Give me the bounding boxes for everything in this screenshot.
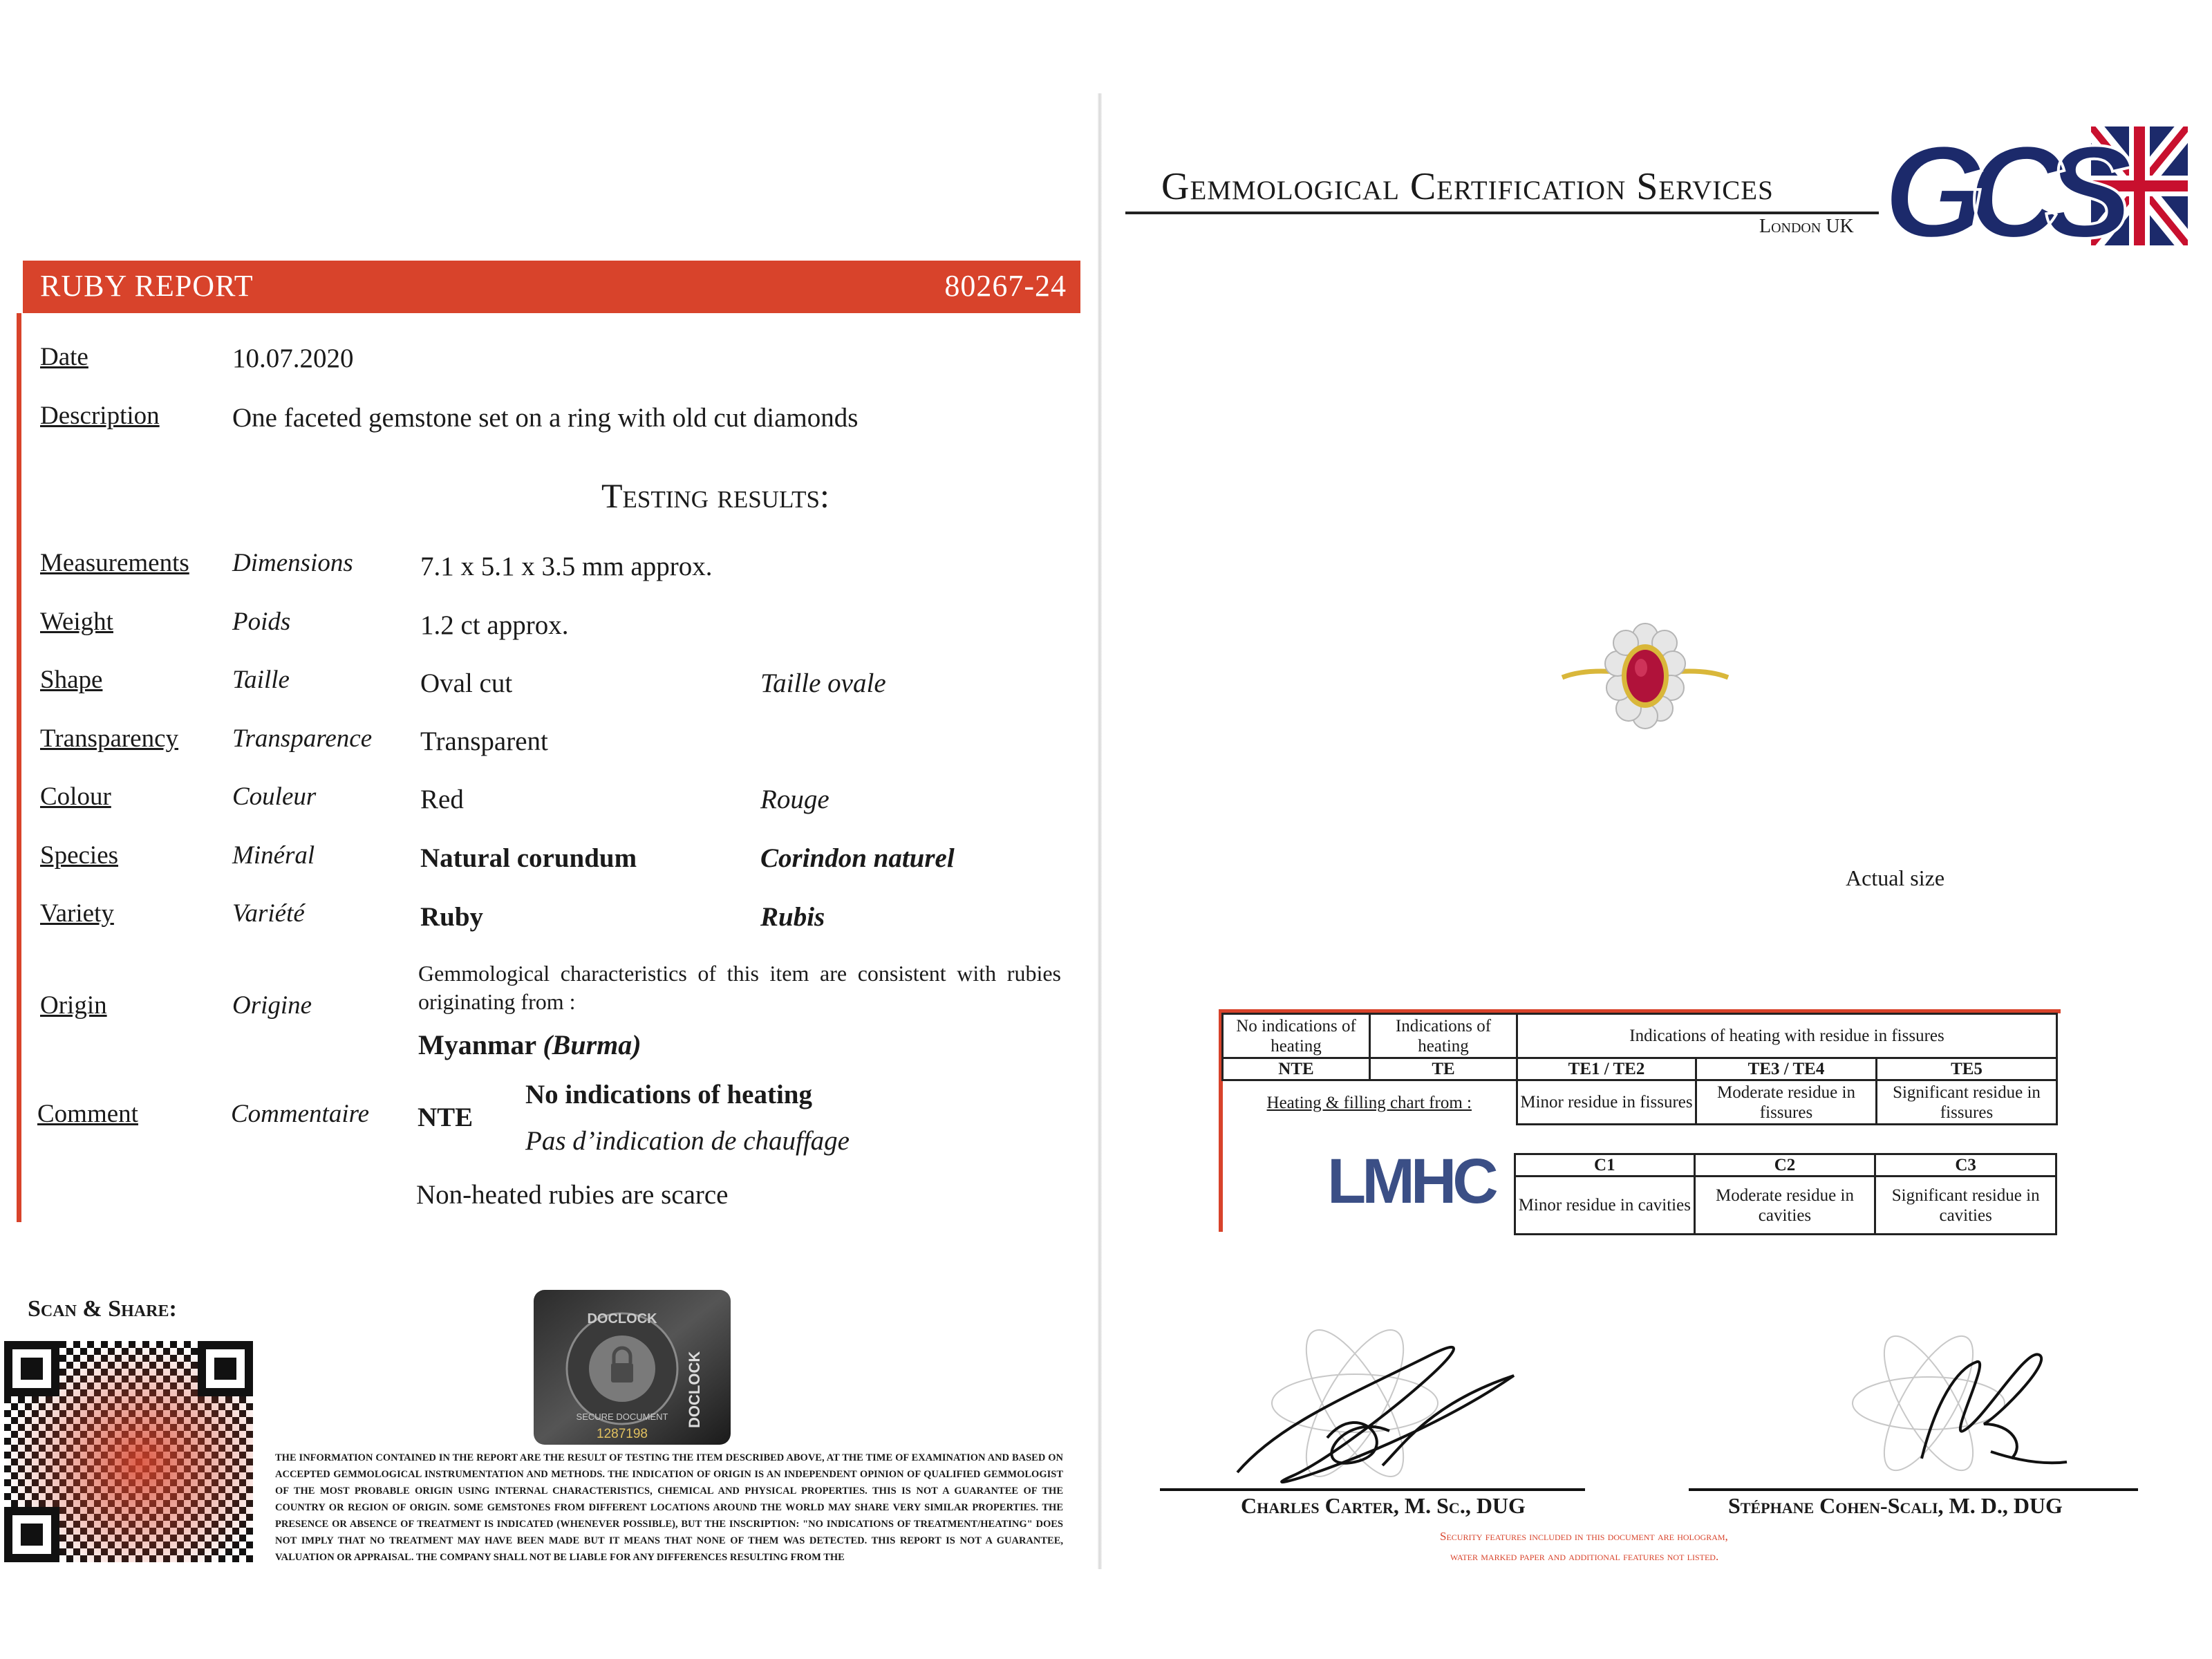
security-note-line1: Security features included in this document are hologram, [1440,1530,1728,1543]
signatory-right-name: Stéphane Cohen-Scali, M. D., DUG [1728,1493,2063,1518]
origin-country-alt: (Burma) [543,1029,641,1060]
row-label: Species [40,841,119,870]
report-header-bar [23,261,1080,313]
row-french-value: Rouge [760,785,830,814]
report-left-rule [17,313,21,1222]
te5-cell: TE5 [1877,1058,2057,1080]
company-rule [1125,212,1879,214]
c3-desc: Significant residue in cavities [1875,1177,2056,1235]
row-value: Ruby [420,902,484,932]
row-french-label: Poids [232,608,291,636]
row-french-value: Corindon naturel [760,843,955,873]
nte-cell: NTE [1223,1058,1370,1080]
row-value: Transparent [420,727,548,756]
origin-french-label: Origine [232,991,312,1020]
comment-note: Non-heated rubies are scarce [416,1180,729,1210]
c2-cell: C2 [1694,1154,1875,1177]
date-value: 10.07.2020 [232,344,354,373]
row-french-label: Minéral [232,841,315,870]
hologram-text-top: DOCLOCK [587,1311,657,1327]
origin-text: Gemmological characteristics of this item are consistent with rubies originating from : [418,961,1061,1014]
row-value: Natural corundum [420,843,637,873]
description-label: Description [40,402,160,430]
c3-cell: C3 [1875,1154,2056,1177]
heating-header: Indications of heating [1370,1014,1517,1058]
te12-cell: TE1 / TE2 [1517,1058,1696,1080]
gcs-logo-text: GCS [1884,119,2115,265]
origin-label: Origin [40,991,107,1020]
row-french-label: Couleur [232,782,317,811]
security-note-line2: water marked paper and additional features not listed. [1450,1550,1719,1563]
hologram-text-side: DOCLOCK [686,1351,703,1428]
ring-photo [1555,622,1735,733]
hologram-number: 1287198 [597,1427,648,1441]
c2-desc: Moderate residue in cavities [1694,1177,1875,1235]
signature-left-rule [1160,1488,1585,1491]
te34-cell: TE3 / TE4 [1696,1058,1877,1080]
row-label: Measurements [40,549,189,577]
comment-french-label: Commentaire [231,1100,370,1128]
c1-cell: C1 [1515,1154,1695,1177]
row-label: Colour [40,782,111,811]
c1-desc: Minor residue in cavities [1515,1177,1695,1235]
page-fold [1098,93,1102,1569]
row-french-label: Dimensions [232,549,353,577]
te-cell: TE [1370,1058,1517,1080]
no-heating-header: No indications of heating [1223,1014,1370,1058]
date-label: Date [40,343,88,371]
residue-header: Indications of heating with residue in fissures [1517,1014,2057,1058]
hologram-seal [534,1290,731,1445]
gcs-logo [1884,119,2188,265]
te12-desc: Minor residue in fissures [1517,1080,1696,1125]
scan-share-label: Scan & Share: [28,1296,177,1322]
row-value: 1.2 ct approx. [420,610,569,640]
comment-english: No indications of heating [525,1080,812,1109]
row-value: Oval cut [420,668,513,698]
lmhc-logo-text: LMHC [1327,1146,1494,1217]
signatory-left-name: Charles Carter, M. Sc., DUG [1241,1493,1526,1518]
testing-results-heading: Testing results: [601,476,830,515]
heating-chart-top [1221,1013,2058,1125]
report-number: 80267-24 [944,269,1067,303]
description-value: One faceted gemstone set on a ring with old cut diamonds [232,403,859,433]
row-label: Shape [40,666,103,694]
row-label: Transparency [40,724,179,753]
comment-french: Pas d’indication de chauffage [525,1126,850,1156]
signature-left [1224,1313,1548,1486]
row-french-label: Variété [232,899,305,928]
row-french-value: Taille ovale [760,668,886,698]
chart-source-label: Heating & filling chart from : [1266,1093,1472,1112]
comment-code: NTE [418,1103,474,1132]
qr-code[interactable] [4,1341,253,1562]
lmhc-logo [1324,1144,1494,1220]
te5-desc: Significant residue in fissures [1877,1080,2057,1125]
row-label: Variety [40,899,114,928]
row-label: Weight [40,608,113,636]
origin-country [418,1029,641,1061]
company-location: London UK [1759,216,1854,237]
row-value: 7.1 x 5.1 x 3.5 mm approx. [420,552,713,581]
row-french-label: Transparence [232,724,373,753]
hologram-text-ring: SECURE DOCUMENT [576,1412,668,1422]
origin-country-name: Myanmar [418,1029,536,1060]
report-title: RUBY REPORT [40,269,254,303]
row-value: Red [420,785,464,814]
disclaimer-text: THE INFORMATION CONTAINED IN THE REPORT ARE THE RESULT OF TESTING THE ITEM DESCRIBED ABOVE, AT THE TIME OF EXAMINATION AND BASED ON ACCEPTED GEMMOLOGICAL INSTRUMENTATION AND METHODS. THE INDICATION OF ORIGIN IS AN INDEPENDENT OPINION OF QUALIFIED GEMMOLOGIST OF THE MOST PROBABLE ORIGIN USING INTERNAL CHARACTERISTICS, CHEMICAL AND PHYSICAL PROPERTIES. THIS IS NOT A GUARANTEE OF THE COUNTRY OR REGION OF ORIGIN. SOME GEMSTONES FROM DIFFERENT LOCATIONS AROUND THE WORLD MAY SHARE VERY SIMILAR PROPERTIES. THE PRESENCE OR ABSENCE OF TREATMENT IS INDICATED (WHENEVER POSSIBLE), BUT THE INSCRIPTION: "NO INDICATIONS OF TREATMENT/HEATING" DOES NOT IMPLY THAT NO TREATMENT MAY HAVE BEEN MADE BUT IT MEANS THAT NONE OF THEM WAS DETECTED. THIS REPORT IS NOT A GUARANTEE, VALUATION OR APPRAISAL. THE COMPANY SHALL NOT BE LIABLE FOR ANY DIFFERENCES RESULTING FROM THE [275,1452,1063,1563]
row-french-value: Rubis [760,902,825,932]
signature-right-rule [1689,1488,2138,1491]
heating-chart-cavities [1514,1153,2057,1235]
te34-desc: Moderate residue in fissures [1696,1080,1877,1125]
company-name: Gemmological Certification Services [1161,165,1774,208]
row-french-label: Taille [232,666,290,694]
photo-caption: Actual size [1846,865,1945,890]
comment-label: Comment [37,1100,138,1128]
signature-right [1818,1320,2074,1479]
